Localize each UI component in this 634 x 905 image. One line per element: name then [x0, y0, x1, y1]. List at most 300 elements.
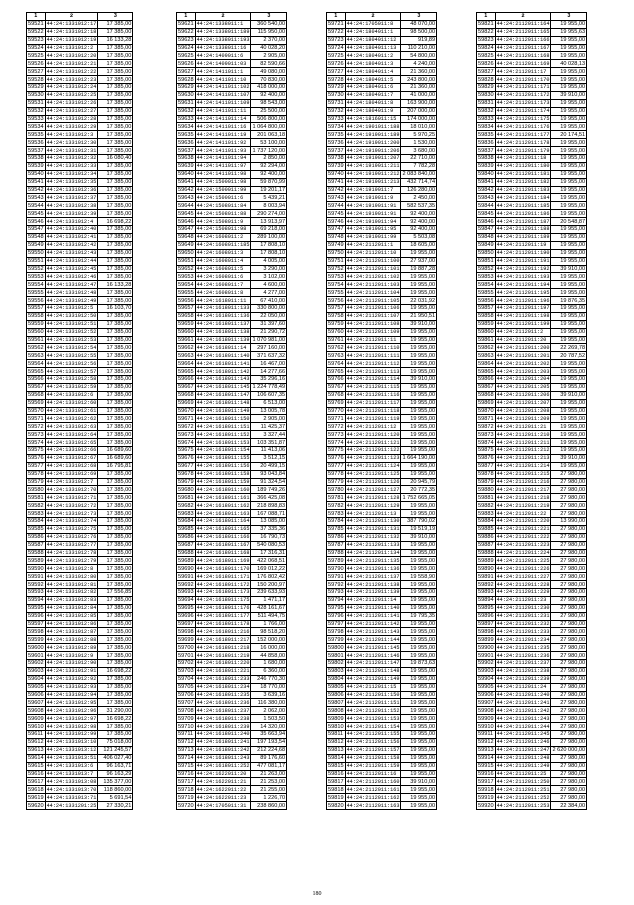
table-row	[177, 407, 287, 415]
row-number: 59567	[28, 384, 44, 391]
cadastral-number: 44:24:1618011:149	[196, 407, 250, 414]
table-row	[327, 336, 437, 344]
row-number: 59829	[478, 84, 494, 91]
cadastral-value: 27 980,00	[551, 470, 587, 478]
row-number: 59841	[478, 179, 494, 186]
cadastral-value: 27 330,21	[98, 802, 133, 810]
cadastral-value: 17 385,00	[98, 549, 133, 557]
table-row	[177, 786, 287, 794]
row-number: 59550	[28, 250, 44, 257]
cadastral-number: 44:24:2112011:218	[496, 494, 550, 501]
cadastral-value: 17 385,00	[98, 76, 133, 84]
table-row	[477, 802, 587, 810]
cadastral-value: 330 800,00	[251, 304, 287, 312]
row-number: 59626	[178, 60, 194, 67]
cadastral-number: 44:24:1331012:55	[46, 352, 97, 359]
row-number: 59764	[328, 360, 344, 367]
row-number: 59711	[178, 731, 194, 738]
row-number: 59795	[328, 605, 344, 612]
table-row	[177, 573, 287, 581]
table-row	[27, 746, 133, 754]
cadastral-number: 44:24:2112011:199	[496, 321, 550, 328]
cadastral-number: 44:24:1331012:46	[46, 273, 97, 280]
row-number: 59584	[28, 518, 44, 525]
cadastral-number: 44:24:1338011:1	[195, 20, 251, 28]
row-number: 59562	[28, 344, 44, 351]
table-row	[477, 731, 587, 739]
cadastral-value: 27 980,00	[551, 770, 587, 778]
cadastral-value: 1 064 800,00	[252, 123, 286, 130]
cadastral-value: 21 360,00	[401, 84, 437, 92]
cadastral-number: 44:24:1331012:52	[46, 329, 97, 336]
cadastral-number: 44:24:1331012:4	[45, 218, 98, 226]
cadastral-value: 19 955,00	[401, 328, 437, 336]
row-number: 59805	[328, 684, 344, 691]
table-row	[177, 304, 287, 312]
table-row	[27, 715, 133, 723]
cadastral-value: 1 752 665,05	[402, 494, 436, 501]
table-row	[27, 762, 133, 770]
row-number: 59623	[178, 37, 194, 44]
table-row	[27, 439, 133, 447]
table-row	[477, 533, 587, 541]
table-row	[477, 794, 587, 802]
row-number: 59893	[478, 589, 494, 596]
cadastral-value: 16 689,60	[98, 454, 133, 462]
cadastral-number: 44:24:1331012:6	[45, 391, 98, 399]
table-row	[27, 699, 133, 707]
row-number: 59900	[478, 644, 494, 651]
row-number: 59593	[28, 589, 44, 596]
table-row	[477, 84, 587, 92]
table-row	[177, 360, 287, 368]
row-number: 59710	[178, 723, 194, 730]
cadastral-number: 44:24:1331201:25	[46, 802, 97, 809]
cadastral-value: 19 955,00	[551, 446, 587, 454]
column-header-3: 3	[251, 13, 287, 21]
cadastral-value: 27 980,00	[551, 478, 587, 486]
cadastral-number: 44:24:1618011:165	[196, 526, 250, 533]
table-row	[177, 194, 287, 202]
row-number: 59655	[178, 289, 194, 296]
row-number: 59592	[28, 581, 44, 588]
cadastral-value: 17 385,00	[98, 147, 133, 155]
cadastral-value: 19 955,00	[551, 360, 587, 368]
table-row	[327, 52, 437, 60]
table-row	[327, 186, 437, 194]
cadastral-number: 44:24:1508011:9	[195, 218, 251, 226]
table-row	[177, 660, 287, 668]
cadastral-value: 20 787,52	[551, 352, 587, 360]
cadastral-number: 44:24:2112011:128	[346, 494, 400, 501]
table-row	[27, 36, 133, 44]
cadastral-value: 19 955,00	[401, 352, 437, 360]
row-number: 59770	[328, 407, 344, 414]
cadastral-number: 44:24:1618011:239	[196, 723, 250, 730]
table-row	[477, 170, 587, 178]
row-number: 59901	[478, 652, 494, 659]
table-row	[327, 604, 437, 612]
cadastral-number: 44:24:2112011:116	[346, 392, 400, 399]
cadastral-number: 44:24:2112011:176	[496, 123, 550, 130]
row-number: 59802	[328, 660, 344, 667]
table-row	[177, 336, 287, 344]
cadastral-number: 44:24:1705011:31	[195, 802, 251, 810]
table-row	[327, 699, 437, 707]
cadastral-value: 19 955,00	[401, 431, 437, 439]
cadastral-number: 44:24:2112011:171	[496, 84, 550, 91]
cadastral-number: 44:24:2112011:151	[346, 699, 400, 706]
cadastral-number: 44:24:1338011:189	[196, 29, 250, 36]
table-row	[27, 178, 133, 186]
row-number: 59908	[478, 707, 494, 714]
row-number: 59792	[328, 581, 344, 588]
table-row	[177, 368, 287, 376]
cadastral-number: 44:24:1331012:43	[46, 250, 97, 257]
table-row	[27, 510, 133, 518]
table-row	[177, 115, 287, 123]
table-row	[177, 604, 287, 612]
cadastral-number: 44:24:2112011:172	[496, 92, 550, 99]
table-row	[177, 28, 287, 36]
cadastral-value: 19 955,00	[401, 596, 437, 604]
cadastral-value: 19 955,00	[551, 304, 587, 312]
row-number: 59633	[178, 116, 194, 123]
row-number: 59686	[178, 534, 194, 541]
cadastral-number: 44:24:1331012:32	[46, 155, 97, 162]
cadastral-number: 44:24:2112011:102	[346, 273, 400, 280]
table-row	[27, 131, 133, 139]
cadastral-number: 44:24:2112011:110	[346, 344, 400, 351]
table-row	[177, 99, 287, 107]
cadastral-number: 44:24:1411011:94	[195, 155, 251, 163]
row-number: 59804	[328, 676, 344, 683]
cadastral-value: 135 377,00	[98, 778, 133, 786]
cadastral-number: 44:24:2112011:181	[496, 171, 550, 178]
row-number: 59549	[28, 242, 44, 249]
row-number: 59898	[478, 628, 494, 635]
row-number: 59646	[178, 218, 194, 225]
cadastral-number: 44:24:2112011:196	[496, 297, 550, 304]
cadastral-value: 17 385,00	[98, 415, 133, 423]
cadastral-value: 16 790,73	[251, 533, 287, 541]
row-number: 59602	[28, 660, 44, 667]
cadastral-value: 19 955,00	[401, 407, 437, 415]
cadastral-value: 19 955,00	[401, 691, 437, 699]
cadastral-number: 44:24:2112011:220	[496, 518, 550, 525]
table-row	[477, 746, 587, 754]
cadastral-value: 31 290,00	[98, 707, 133, 715]
row-number: 59617	[28, 778, 44, 785]
row-number: 59527	[28, 68, 44, 75]
cadastral-number: 44:24:1608011:7	[195, 281, 251, 289]
row-number: 59721	[328, 21, 344, 28]
row-number: 59810	[328, 723, 344, 730]
cadastral-value: 19 955,00	[401, 423, 437, 431]
table-row	[477, 770, 587, 778]
cadastral-value: 13 990,00	[551, 518, 587, 526]
cadastral-value: 82 590,66	[251, 60, 287, 68]
row-number: 59797	[328, 621, 344, 628]
cadastral-value: 19 955,00	[401, 304, 437, 312]
row-number: 59634	[178, 123, 194, 130]
table-row	[177, 131, 287, 139]
table-row	[477, 155, 587, 163]
cadastral-number: 44:24:2112011:117	[346, 400, 400, 407]
cadastral-value: 17 385,00	[98, 628, 133, 636]
row-number: 59736	[328, 139, 344, 146]
row-number: 59535	[28, 131, 44, 138]
cadastral-number: 44:24:2112011:25	[495, 770, 551, 778]
row-number: 59684	[178, 518, 194, 525]
table-row	[477, 525, 587, 533]
cadastral-number: 44:24:2112011:104	[346, 289, 400, 296]
row-number: 59771	[328, 415, 344, 422]
cadastral-number: 44:24:2112011:140	[346, 605, 400, 612]
row-number: 59831	[478, 100, 494, 107]
cadastral-value: 1 226,70	[251, 794, 287, 802]
table-row	[477, 328, 587, 336]
table-row	[27, 723, 133, 731]
cadastral-value: 371 637,32	[251, 352, 287, 360]
cadastral-value: 19 955,00	[551, 68, 587, 76]
cadastral-value: 16 698,22	[98, 667, 133, 675]
cadastral-value: 360 540,00	[251, 20, 287, 28]
table-row	[177, 699, 287, 707]
cadastral-value: 19 955,00	[401, 344, 437, 352]
table-row	[27, 502, 133, 510]
cadastral-number: 44:24:1331012:49	[46, 297, 97, 304]
table-row	[177, 738, 287, 746]
cadastral-number: 44:24:1618011:252	[196, 763, 250, 770]
table-row	[177, 596, 287, 604]
cadastral-value: 4 005,00	[251, 257, 287, 265]
row-number: 59817	[328, 778, 344, 785]
row-number: 59731	[328, 100, 344, 107]
cadastral-value: 16 467,00	[251, 360, 287, 368]
cadastral-number: 44:24:1331013:71	[46, 794, 97, 801]
table-row	[477, 502, 587, 510]
row-number: 59832	[478, 108, 494, 115]
row-number: 59635	[178, 131, 194, 138]
row-number: 59709	[178, 715, 194, 722]
cadastral-value: 19 955,00	[551, 107, 587, 115]
table-row	[327, 226, 437, 234]
table-row	[327, 99, 437, 107]
cadastral-value: 20 945,79	[401, 478, 437, 486]
table-row	[477, 297, 587, 305]
table-row	[327, 478, 437, 486]
row-number: 59697	[178, 621, 194, 628]
table-row	[27, 226, 133, 234]
cadastral-value: 540 080,53	[251, 541, 287, 549]
table-row	[327, 486, 437, 494]
cadastral-value: 17 385,00	[98, 391, 133, 399]
cadastral-value: 18 010,00	[401, 123, 437, 131]
table-row	[27, 399, 133, 407]
row-number: 59581	[28, 494, 44, 501]
cadastral-value: 19 955,00	[401, 802, 437, 810]
table-row	[477, 754, 587, 762]
cadastral-number: 44:24:2112011:201	[496, 352, 550, 359]
row-number: 59916	[478, 770, 494, 777]
table-row	[27, 273, 133, 281]
column-header-2: 2	[495, 13, 551, 21]
cadastral-number: 44:24:1331012:35	[46, 179, 97, 186]
row-number: 59603	[28, 668, 44, 675]
table-row	[327, 123, 437, 131]
cadastral-number: 44:24:1331012:18	[46, 29, 97, 36]
table-row	[27, 731, 133, 739]
cadastral-number: 44:24:1500011:98	[195, 178, 251, 186]
cadastral-value: 2 905,00	[251, 52, 287, 60]
table-row	[477, 241, 587, 249]
row-number: 59657	[178, 305, 194, 312]
cadastral-number: 44:24:1618011:161	[196, 494, 250, 501]
table-row	[27, 549, 133, 557]
cadastral-number: 44:24:1411011:93	[195, 147, 251, 155]
table-row	[327, 139, 437, 147]
cadastral-value: 19 955,00	[551, 407, 587, 415]
cadastral-number: 44:24:1331012:60	[46, 400, 97, 407]
row-number: 59800	[328, 644, 344, 651]
row-number: 59774	[328, 439, 344, 446]
cadastral-number: 44:24:2112011:170	[496, 76, 550, 83]
cadastral-value: 19 955,00	[551, 123, 587, 131]
cadastral-number: 44:24:1331012:45	[46, 265, 97, 272]
row-number: 59796	[328, 613, 344, 620]
row-number: 59656	[178, 297, 194, 304]
cadastral-number: 44:24:2112011:154	[346, 723, 400, 730]
table-row	[177, 439, 287, 447]
table-row	[27, 454, 133, 462]
table-row	[327, 68, 437, 76]
row-number: 59737	[328, 147, 344, 154]
row-number: 59683	[178, 510, 194, 517]
row-number: 59793	[328, 589, 344, 596]
table-row	[27, 691, 133, 699]
cadastral-value: 27 937,00	[401, 257, 437, 265]
cadastral-number: 44:24:2112011:15	[345, 683, 401, 691]
cadastral-value: 17 385,00	[98, 699, 133, 707]
cadastral-number: 44:24:1618011:143	[196, 376, 250, 383]
cadastral-value: 19 955,00	[401, 273, 437, 281]
row-number: 59577	[28, 463, 44, 470]
cadastral-value: 22 710,00	[401, 155, 437, 163]
row-number: 59589	[28, 557, 44, 564]
cadastral-value: 44 858,00	[251, 652, 287, 660]
row-number: 59563	[28, 352, 44, 359]
table-row	[477, 652, 587, 660]
cadastral-number: 44:24:1804011:1	[345, 28, 401, 36]
table-row	[477, 68, 587, 76]
row-number: 59637	[178, 147, 194, 154]
row-number: 59872	[478, 423, 494, 430]
cadastral-number: 44:24:2112011:200	[496, 344, 550, 351]
cadastral-value: 19 955,00	[401, 439, 437, 447]
row-number: 59873	[478, 431, 494, 438]
cadastral-number: 44:24:1331013:08	[46, 778, 97, 785]
cadastral-number: 44:24:2112011:252	[496, 794, 550, 801]
cadastral-value: 40 028,13	[551, 60, 587, 68]
cadastral-value: 17 385,00	[98, 636, 133, 644]
table-row	[477, 596, 587, 604]
row-number: 59869	[478, 400, 494, 407]
table-row	[327, 249, 437, 257]
cadastral-number: 44:24:1338011:193	[196, 37, 250, 44]
row-number: 59842	[478, 187, 494, 194]
table-row	[477, 557, 587, 565]
cadastral-number: 44:24:1331012:26	[46, 100, 97, 107]
table-row	[327, 107, 437, 115]
cadastral-value: 238 860,00	[251, 802, 287, 810]
cadastral-number: 44:24:1331012:93	[46, 684, 97, 691]
table-row	[177, 328, 287, 336]
cadastral-number: 44:24:1331012:23	[46, 76, 97, 83]
cadastral-value: 92 400,00	[401, 218, 437, 226]
cadastral-number: 44:24:2112011:205	[496, 384, 550, 391]
cadastral-value: 17 385,00	[98, 328, 133, 336]
cadastral-value: 92 400,00	[401, 210, 437, 218]
cadastral-number: 44:24:1618011:137	[196, 321, 250, 328]
cadastral-value: 17 385,00	[98, 297, 133, 305]
cadastral-number: 44:24:1618011:177	[196, 613, 250, 620]
row-number: 59649	[178, 242, 194, 249]
row-number: 59914	[478, 755, 494, 762]
table-row	[477, 281, 587, 289]
cadastral-number: 44:24:1331012:44	[46, 258, 97, 265]
cadastral-value: 8 003,94	[251, 202, 287, 210]
cadastral-value: 19 955,00	[551, 233, 587, 241]
cadastral-number: 44:24:2112011:245	[496, 731, 550, 738]
cadastral-number: 44:24:1331012:82	[46, 589, 97, 596]
cadastral-value: 19 955,00	[551, 84, 587, 92]
cadastral-value: 19 955,00	[401, 636, 437, 644]
cadastral-number: 44:24:2112011:224	[496, 550, 550, 556]
cadastral-number: 44:24:1508011:84	[195, 202, 251, 210]
row-number: 59866	[478, 376, 494, 383]
table-row	[27, 202, 133, 210]
table-row	[27, 525, 133, 533]
cadastral-number: 44:24:1331012:92	[46, 676, 97, 683]
table-row	[177, 778, 287, 786]
table-row	[27, 60, 133, 68]
cadastral-number: 44:24:2112011:235	[496, 644, 550, 651]
table-row	[177, 423, 287, 431]
cadastral-value: 418 000,00	[251, 84, 287, 92]
cadastral-value: 506 800,00	[251, 115, 287, 123]
row-number: 59746	[328, 218, 344, 225]
cadastral-value: 27 980,00	[551, 628, 587, 636]
cadastral-number: 44:24:1411011:14	[195, 115, 251, 123]
table-row	[177, 652, 287, 660]
row-number: 59837	[478, 147, 494, 154]
table-row	[327, 454, 437, 462]
table-row	[177, 541, 287, 549]
cadastral-number: 44:24:2112011:241	[496, 699, 550, 706]
row-number: 59605	[28, 684, 44, 691]
row-number: 59560	[28, 329, 44, 336]
row-number: 59615	[28, 763, 44, 770]
cadastral-value: 17 385,00	[98, 439, 133, 447]
cadastral-number: 44:24:2112011:249	[496, 763, 550, 770]
row-number: 59523	[28, 37, 44, 44]
cadastral-value: 17 385,00	[98, 533, 133, 541]
cadastral-value: 17 808,10	[251, 249, 287, 257]
cadastral-value: 17 385,00	[98, 573, 133, 581]
cadastral-value: 5 439,21	[251, 194, 287, 202]
table-row	[477, 675, 587, 683]
